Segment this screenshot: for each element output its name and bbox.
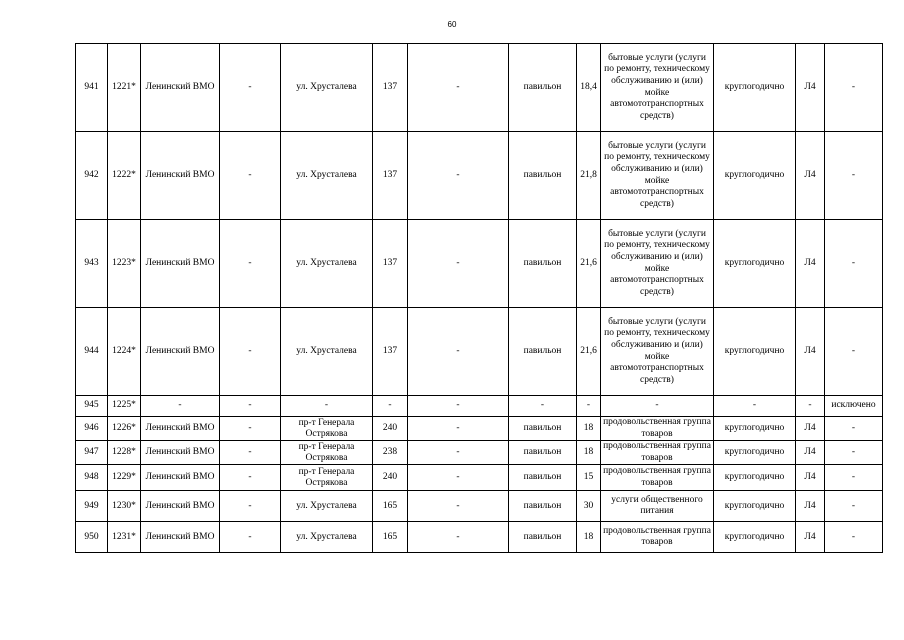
cell-c4: - [220,522,281,553]
cell-id: 1228* [108,441,141,465]
cell-c7: - [408,417,509,441]
cell-c4: - [220,308,281,396]
cell-note: - [825,132,883,220]
cell-period: - [714,396,796,417]
cell-service: бытовые услуги (услуги по ремонту, техническому обслуживанию и (или) мойке автомототранспортных средств) [601,308,714,396]
cell-note: - [825,308,883,396]
cell-id: 1230* [108,491,141,522]
cell-district: Ленинский ВМО [141,220,220,308]
table-row [76,465,883,491]
cell-c7: - [408,491,509,522]
table-row [76,308,883,396]
cell-service: продовольственная группа товаров [601,522,714,553]
cell-code: Л4 [796,44,825,132]
cell-note: исключено [825,396,883,417]
table-row [76,491,883,522]
cell-street: ул. Хрусталева [281,491,373,522]
cell-house: 137 [373,132,408,220]
cell-house: 137 [373,220,408,308]
table-row [76,44,883,132]
cell-id: 1223* [108,220,141,308]
cell-service: продовольственная группа товаров [601,441,714,465]
cell-house: - [373,396,408,417]
cell-area: 15 [577,465,601,491]
cell-house: 240 [373,417,408,441]
cell-c7: - [408,308,509,396]
cell-period: круглогодично [714,308,796,396]
cell-object: павильон [509,44,577,132]
cell-code: Л4 [796,220,825,308]
cell-note: - [825,465,883,491]
cell-period: круглогодично [714,417,796,441]
cell-street: пр-т Генерала Острякова [281,417,373,441]
cell-period: круглогодично [714,491,796,522]
page-number: 60 [447,20,457,29]
cell-object: павильон [509,522,577,553]
cell-area: - [577,396,601,417]
cell-service: услуги общественного питания [601,491,714,522]
cell-area: 21,6 [577,220,601,308]
cell-period: круглогодично [714,522,796,553]
cell-c7: - [408,396,509,417]
cell-period: круглогодично [714,441,796,465]
cell-c7: - [408,220,509,308]
cell-period: круглогодично [714,220,796,308]
cell-c7: - [408,441,509,465]
cell-id: 1229* [108,465,141,491]
cell-c7: - [408,465,509,491]
cell-district: Ленинский ВМО [141,441,220,465]
cell-street: ул. Хрусталева [281,220,373,308]
cell-period: круглогодично [714,132,796,220]
cell-note: - [825,417,883,441]
cell-district: Ленинский ВМО [141,308,220,396]
cell-street: ул. Хрусталева [281,308,373,396]
cell-street: ул. Хрусталева [281,132,373,220]
cell-code: Л4 [796,441,825,465]
cell-num: 942 [76,132,108,220]
cell-code: - [796,396,825,417]
cell-street: пр-т Генерала Острякова [281,441,373,465]
cell-area: 18 [577,441,601,465]
cell-district: - [141,396,220,417]
cell-note: - [825,441,883,465]
cell-house: 137 [373,44,408,132]
cell-object: павильон [509,491,577,522]
cell-code: Л4 [796,491,825,522]
cell-note: - [825,522,883,553]
cell-id: 1225* [108,396,141,417]
cell-house: 165 [373,491,408,522]
table-row [76,396,883,417]
cell-c7: - [408,522,509,553]
cell-c4: - [220,441,281,465]
cell-code: Л4 [796,522,825,553]
cell-c4: - [220,417,281,441]
cell-period: круглогодично [714,465,796,491]
cell-district: Ленинский ВМО [141,132,220,220]
cell-district: Ленинский ВМО [141,417,220,441]
cell-service: бытовые услуги (услуги по ремонту, техническому обслуживанию и (или) мойке автомототранспортных средств) [601,44,714,132]
cell-c4: - [220,396,281,417]
cell-district: Ленинский ВМО [141,44,220,132]
cell-area: 21,6 [577,308,601,396]
cell-code: Л4 [796,308,825,396]
cell-num: 946 [76,417,108,441]
cell-c7: - [408,44,509,132]
cell-area: 18,4 [577,44,601,132]
cell-code: Л4 [796,417,825,441]
cell-c4: - [220,491,281,522]
cell-area: 18 [577,522,601,553]
cell-service: бытовые услуги (услуги по ремонту, техническому обслуживанию и (или) мойке автомототранспортных средств) [601,132,714,220]
cell-id: 1224* [108,308,141,396]
cell-num: 944 [76,308,108,396]
cell-street: - [281,396,373,417]
cell-code: Л4 [796,465,825,491]
cell-id: 1231* [108,522,141,553]
cell-house: 165 [373,522,408,553]
cell-district: Ленинский ВМО [141,465,220,491]
cell-object: павильон [509,220,577,308]
cell-id: 1226* [108,417,141,441]
cell-num: 949 [76,491,108,522]
cell-c4: - [220,465,281,491]
cell-service: бытовые услуги (услуги по ремонту, техническому обслуживанию и (или) мойке автомототранспортных средств) [601,220,714,308]
cell-id: 1222* [108,132,141,220]
cell-note: - [825,491,883,522]
cell-district: Ленинский ВМО [141,491,220,522]
table-row [76,522,883,553]
cell-note: - [825,44,883,132]
cell-object: павильон [509,132,577,220]
cell-object: павильон [509,441,577,465]
cell-service: продовольственная группа товаров [601,417,714,441]
cell-code: Л4 [796,132,825,220]
cell-district: Ленинский ВМО [141,522,220,553]
table-row [76,441,883,465]
registry-table [75,43,883,553]
cell-num: 943 [76,220,108,308]
cell-c4: - [220,44,281,132]
cell-period: круглогодично [714,44,796,132]
cell-service: продовольственная группа товаров [601,465,714,491]
cell-street: ул. Хрусталева [281,44,373,132]
cell-object: павильон [509,308,577,396]
cell-num: 941 [76,44,108,132]
table-row [76,132,883,220]
table-row [76,417,883,441]
cell-id: 1221* [108,44,141,132]
cell-c4: - [220,220,281,308]
cell-street: ул. Хрусталева [281,522,373,553]
cell-area: 21,8 [577,132,601,220]
cell-house: 137 [373,308,408,396]
cell-area: 18 [577,417,601,441]
cell-object: - [509,396,577,417]
cell-c7: - [408,132,509,220]
cell-street: пр-т Генерала Острякова [281,465,373,491]
cell-num: 950 [76,522,108,553]
cell-note: - [825,220,883,308]
cell-object: павильон [509,465,577,491]
cell-area: 30 [577,491,601,522]
cell-c4: - [220,132,281,220]
cell-object: павильон [509,417,577,441]
cell-service: - [601,396,714,417]
cell-house: 238 [373,441,408,465]
cell-num: 945 [76,396,108,417]
table-row [76,220,883,308]
cell-num: 947 [76,441,108,465]
cell-house: 240 [373,465,408,491]
cell-num: 948 [76,465,108,491]
